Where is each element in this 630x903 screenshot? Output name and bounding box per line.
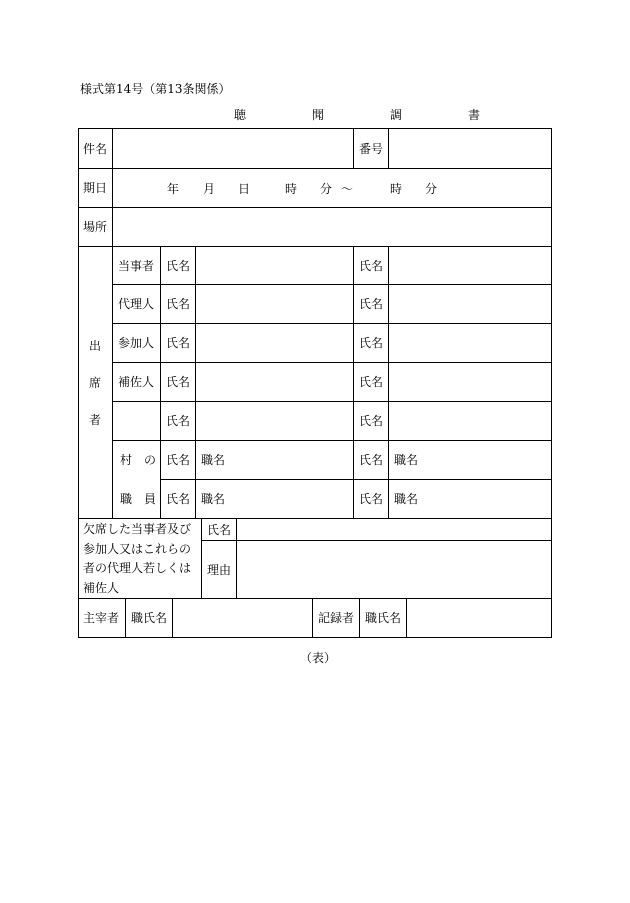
- document-title: 聴 聞 調 書: [234, 108, 508, 122]
- name-label: 氏名: [359, 492, 384, 506]
- name-label: 氏名: [166, 492, 191, 506]
- name-field[interactable]: [196, 285, 353, 323]
- name-label: 氏名: [359, 297, 384, 311]
- role-village-staff: [113, 440, 160, 518]
- form-border-bottom: [78, 637, 552, 638]
- year-unit: 年: [167, 181, 180, 196]
- recorder-title-name-field[interactable]: [407, 599, 551, 637]
- absent-label-line: 補佐人: [83, 580, 120, 595]
- day-unit: 日: [238, 181, 251, 196]
- position-field[interactable]: 職名: [394, 492, 419, 506]
- role-assistant: 補佐人: [118, 375, 155, 389]
- chair-label: 主宰者: [83, 611, 120, 625]
- village-staff-line: 職 員: [120, 492, 157, 506]
- absent-label: [78, 518, 201, 598]
- name-label: 氏名: [166, 453, 191, 467]
- page-side-marker: （表）: [300, 651, 337, 665]
- name-label: 氏名: [359, 453, 384, 467]
- case-number-label: 番号: [359, 141, 384, 156]
- name-field[interactable]: [389, 247, 551, 284]
- absent-name-label: 氏名: [207, 522, 232, 537]
- name-field[interactable]: [196, 363, 353, 401]
- name-field[interactable]: [196, 402, 353, 440]
- place-field[interactable]: [113, 208, 551, 246]
- attendees-char: 席: [88, 375, 101, 390]
- attendees-group-label: [78, 246, 112, 518]
- case-number-field[interactable]: [389, 129, 551, 168]
- name-label: 氏名: [166, 297, 191, 311]
- name-field[interactable]: [389, 402, 551, 440]
- role-party: 当事者: [118, 258, 155, 273]
- date-label: 期日: [83, 181, 108, 195]
- absent-reason-field[interactable]: [237, 541, 551, 598]
- date-field[interactable]: [113, 169, 551, 207]
- chair-title-name-field[interactable]: [173, 599, 312, 637]
- end-hour-unit: 時: [390, 181, 403, 196]
- attendees-char: 出: [88, 338, 101, 353]
- name-label: 氏名: [166, 336, 191, 350]
- place-label: 場所: [83, 220, 108, 234]
- hearing-record-form: [78, 128, 552, 638]
- absent-label-line: 参加人又はこれらの: [83, 541, 192, 556]
- name-field[interactable]: [196, 247, 353, 284]
- role-agent: 代理人: [118, 297, 155, 311]
- name-field[interactable]: [196, 324, 353, 362]
- form-number-label: 様式第14号（第13条関係）: [80, 82, 231, 96]
- name-label: 氏名: [359, 258, 384, 273]
- month-unit: 月: [203, 181, 216, 196]
- start-minute-unit: 分: [320, 181, 333, 196]
- position-field[interactable]: 職名: [201, 453, 226, 467]
- name-field[interactable]: [389, 324, 551, 362]
- name-label: 氏名: [166, 414, 191, 428]
- role-blank-field[interactable]: [113, 402, 160, 440]
- position-field[interactable]: 職名: [201, 492, 226, 506]
- name-label: 氏名: [166, 258, 191, 273]
- range-tilde: ～: [341, 181, 354, 196]
- absent-name-field[interactable]: [237, 519, 551, 540]
- recorder-title-name-label: 職氏名: [365, 611, 402, 625]
- form-border-right: [551, 128, 552, 638]
- end-minute-unit: 分: [425, 181, 438, 196]
- name-field[interactable]: [389, 363, 551, 401]
- name-label: 氏名: [166, 375, 191, 389]
- village-staff-line: 村 の: [120, 453, 157, 467]
- role-participant: 参加人: [118, 336, 155, 350]
- attendees-char: 者: [88, 412, 101, 427]
- name-field[interactable]: [389, 285, 551, 323]
- case-name-field[interactable]: [113, 129, 353, 168]
- position-field[interactable]: 職名: [394, 453, 419, 467]
- name-label: 氏名: [359, 336, 384, 350]
- chair-title-name-label: 職氏名: [131, 611, 168, 625]
- absent-label-line: 者の代理人若しくは: [83, 561, 192, 575]
- case-name-label: 件名: [83, 141, 108, 156]
- start-hour-unit: 時: [285, 181, 298, 196]
- absent-label-line: 欠席した当事者及び: [83, 522, 192, 536]
- name-label: 氏名: [359, 414, 384, 428]
- name-label: 氏名: [359, 375, 384, 389]
- recorder-label: 記録者: [318, 611, 355, 625]
- absent-reason-label: 理由: [207, 562, 232, 577]
